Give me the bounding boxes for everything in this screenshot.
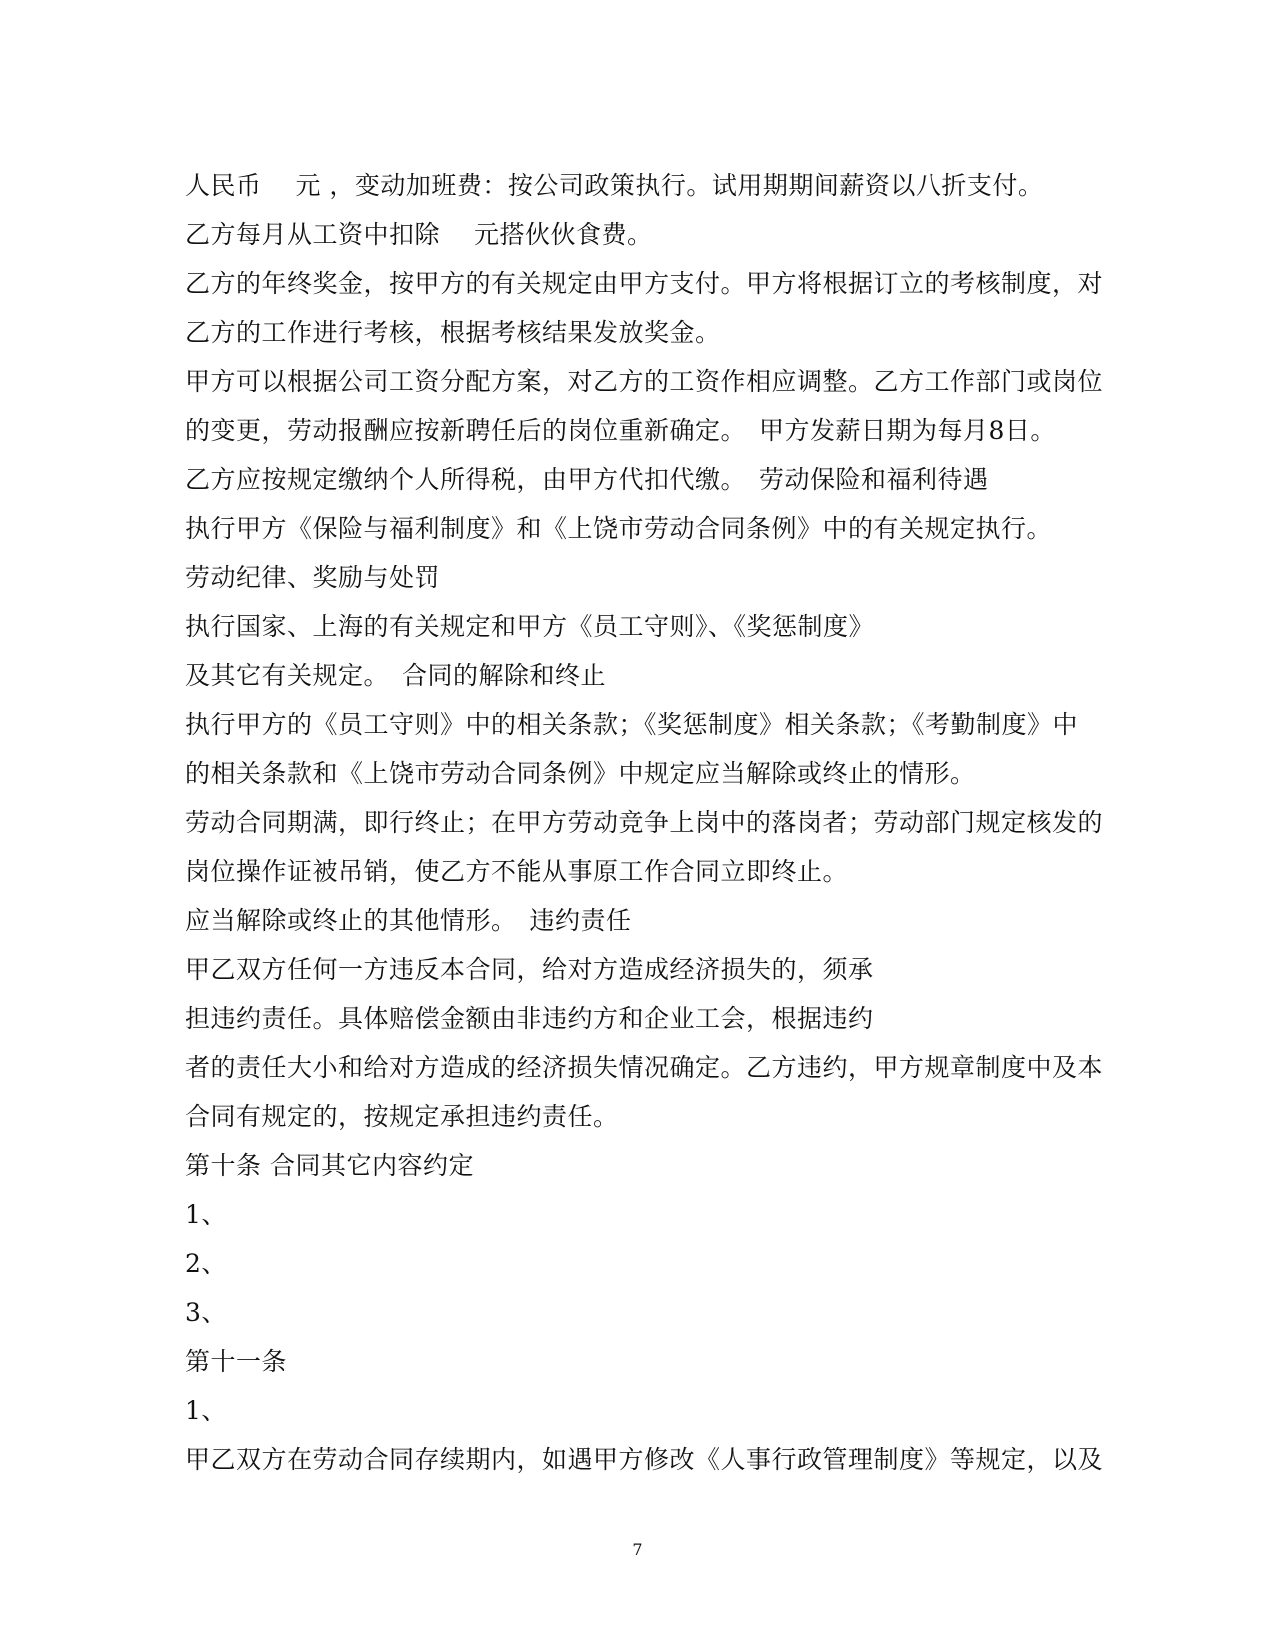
text-line: 的相关条款和《上饶市劳动合同条例》中规定应当解除或终止的情形。	[185, 759, 976, 788]
article-heading: 第十一条	[185, 1347, 288, 1376]
list-item: 3、	[185, 1298, 227, 1327]
page-number: 7	[632, 1540, 643, 1559]
article-heading: 第十条 合同其它内容约定	[185, 1151, 474, 1180]
text-line: 乙方每月从工资中扣除 元搭伙伙食费。	[185, 220, 653, 249]
text-line: 执行国家、上海的有关规定和甲方《员工守则》、《奖惩制度》	[185, 612, 875, 641]
list-item: 1、	[185, 1200, 227, 1229]
text-line: 合同有规定的，按规定承担违约责任。	[185, 1102, 619, 1131]
text-line: 乙方的年终奖金，按甲方的有关规定由甲方支付。甲方将根据订立的考核制度，对	[185, 269, 1104, 298]
list-item: 1、	[185, 1396, 227, 1425]
list-item: 2、	[185, 1249, 227, 1278]
text-line: 执行甲方的《员工守则》中的相关条款；《奖惩制度》相关条款；《考勤制度》中	[185, 710, 1079, 739]
text-line: 甲乙双方在劳动合同存续期内，如遇甲方修改《人事行政管理制度》等规定，以及	[185, 1445, 1104, 1474]
text-line: 乙方的工作进行考核，根据考核结果发放奖金。	[185, 318, 721, 347]
text-line: 的变更，劳动报酬应按新聘任后的岗位重新确定。 甲方发薪日期为每月8日。	[185, 416, 1056, 445]
text-line: 甲方可以根据公司工资分配方案，对乙方的工资作相应调整。乙方工作部门或岗位	[185, 367, 1104, 396]
text-line: 执行甲方《保险与福利制度》和《上饶市劳动合同条例》中的有关规定执行。	[185, 514, 1053, 543]
text-line: 劳动合同期满，即行终止；在甲方劳动竞争上岗中的落岗者；劳动部门规定核发的	[185, 808, 1104, 837]
text-line: 者的责任大小和给对方造成的经济损失情况确定。乙方违约，甲方规章制度中及本	[185, 1053, 1104, 1082]
text-line: 甲乙双方任何一方违反本合同，给对方造成经济损失的，须承	[185, 955, 874, 984]
contract-body-text	[185, 161, 1104, 1484]
text-line: 乙方应按规定缴纳个人所得税，由甲方代扣代缴。 劳动保险和福利待遇	[185, 465, 989, 494]
text-line: 应当解除或终止的其他情形。 违约责任	[185, 906, 632, 935]
text-line: 担违约责任。具体赔偿金额由非违约方和企业工会，根据违约	[185, 1004, 874, 1033]
text-line: 及其它有关规定。 合同的解除和终止	[185, 661, 607, 690]
text-line: 人民币 元 ，变动加班费：按公司政策执行。试用期期间薪资以八折支付。	[185, 171, 1044, 200]
section-heading: 劳动纪律、奖励与处罚	[185, 563, 441, 592]
text-line: 岗位操作证被吊销，使乙方不能从事原工作合同立即终止。	[185, 857, 849, 886]
